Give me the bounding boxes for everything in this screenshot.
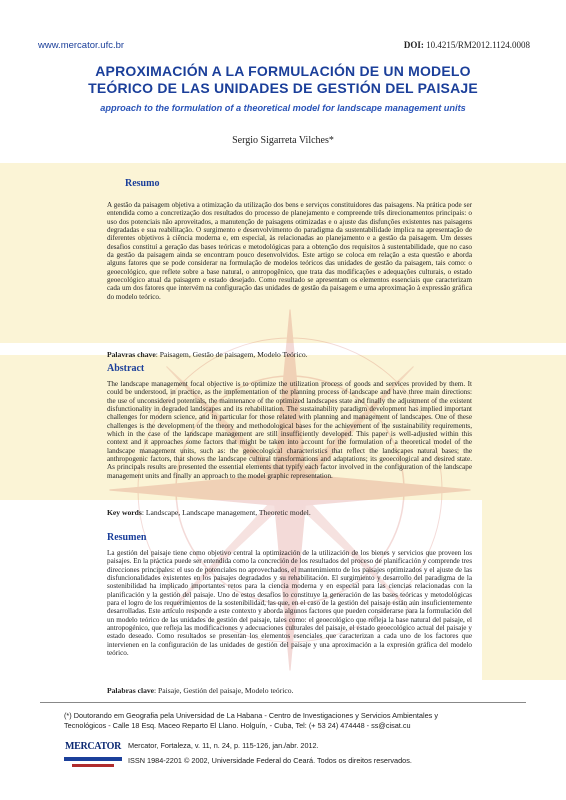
paper-title [40, 63, 526, 97]
footnote-line-1: (*) Doutorando em Geografia pela Universidad de La Habana - Centro de Investigaciones y Servicios Ambientales y [64, 711, 438, 720]
resumen-heading: Resumen [107, 532, 147, 543]
doi-label: DOI: [403, 40, 424, 50]
title-line-2: TEÓRICO DE LAS UNIDADES DE GESTIÓN DEL PAISAJE [88, 80, 478, 96]
title-line-1: APROXIMACIÓN A LA FORMULACIÓN DE UN MODELO [95, 63, 471, 79]
resumo-keywords-value: : Paisagem, Gestão de paisagem, Modelo Teórico. [155, 350, 308, 359]
resumo-heading: Resumo [125, 178, 160, 189]
journal-citation: Mercator, Fortaleza, v. 11, n. 24, p. 115-126, jan./abr. 2012. [128, 741, 319, 750]
doi [404, 40, 530, 50]
abstract-keywords [107, 508, 477, 517]
right-margin-band [482, 500, 566, 680]
issn-copyright: ISSN 1984-2201 © 2002, Universidade Federal do Ceará. Todos os direitos reservados. [128, 756, 412, 765]
resumen-keywords-value: : Paisaje, Gestión del paisaje, Modelo teórico. [154, 686, 294, 695]
resumen-keywords-label: Palabras clave [107, 686, 155, 695]
abstract-keywords-value: : Landscape, Landscape management, Theoretic model. [141, 508, 311, 517]
journal-url[interactable]: www.mercator.ufc.br [38, 40, 125, 51]
logo-text: MERCATOR [64, 741, 122, 752]
resumo-keywords-label: Palavras chave [107, 350, 156, 359]
paper-subtitle: approach to the formulation of a theoretical model for landscape management units [100, 103, 466, 113]
resumo-keywords [107, 350, 477, 359]
resumen-keywords [107, 686, 477, 695]
author-name: Sergio Sigarreta Vilches* [232, 135, 334, 146]
resumen-text: La gestión del paisaje tiene como objetivo central la optimización de la utilización de los bienes y servicios que proveen los paisajes. En la práctica puede ser entendida como la concreción de los resultados del proceso de planificación y comprende tres direcciones principales: el uso de potenciales no aprovechados, el mantenimiento de los paisajes optimizados y el ajuste de las disfuncionalidades existentes en los paisajes degradados y su rehabilitación. El surgimiento y desarrollo del paradigma de la sostenibilidad ha implicado importantes retos para la ciencia moderna y en especial para las ciencias relacionadas con la planificación y la gestión del paisaje. Uno de estos desafíos lo constituye la generación de las bases teóricas y metodológicas para el logro de los requerimientos de la sostenibilidad, las que, en el caso de la gestión del paisaje están aún insuficientemente desarrolladas. Este artículo responde a este contexto y aborda algunos factores que pueden considerarse para la formulación del un modelo teórico de las unidades de gestión del paisaje, tales como: el geoecológico que refleja la base natural del paisaje, el antropogénico, que refleja las modificaciones y adecuaciones culturales del paisaje, el estado geoecológico actual del paisaje y estado deseado. Como resultados se presentan los elementos esenciales que caracterizan a cada uno de los factores que intervienen en la configuración de las unidades de gestión del paisaje y una aproximación a la expresión gráfica del modelo teórico. [107, 549, 472, 658]
abstract-keywords-label: Key words [107, 508, 142, 517]
mercator-logo [64, 741, 122, 781]
resumo-text: A gestão da paisagem objetiva a otimização da utilização dos bens e serviços constituidores das paisagens. Na prática pode ser entendida como a concretização dos resultados do processo de planejamento e compreende três direcionamentos principais: o uso dos potenciais não aproveitados, a manutenção de paisagens otimizadas e o ajuste das disfunções existentes nas paisagens degradadas e sua reabilitação. O surgimento e desenvolvimento do paradigma da sustentabilidade implica na apresentação de diferentes objetivos à ciência moderna e, em especial, às relacionadas ao planejamento e a gestão da paisagem. Um desses desafios constituí a geração das bases teóricas e metodológicas para a obtenção dos requisitos à sustentabilidade, que no caso da gestão da paisagem ainda se encontram pouco desenvolvidos. Este artigo se coloca em relação a esta questão e aborda alguns fatores que se pode considerar na formulação de modelos teóricos das unidades de gestão da paisagem, tais como: o geoecológico, que reflete sobre a base natural, o antropogênico, que trata das modificações e adequações culturais, o estado geoecológico atual da paisagem e estado desejado. Como resultado se apresentam os elementos essenciais que caracterizam cada um dos fatores que intervém na configuração das unidades de gestão da paisagem e uma aproximação à expressão gráfica do modelo teórico. [107, 201, 472, 301]
abstract-heading: Abstract [107, 363, 145, 374]
abstract-text: The landscape management focal objective is to optimize the utilization process of goods and services provided by them. It could be understood, in practice, as the implementation of the planning process of landscape and have three main directions: the use of unconsidered potentials, the maintenance of the optimized landscapes state and finally the adjustment of the existent disfunctionality in degraded landscapes and its rehabilitation. The sustainability paradigm development has implied important challenges for modern science, and in particular for those related with planning and management of landscapes. One of these challenges is the development of the theory and methodological bases for the achievement of the sustainability requirements, which in the case of the landscape management are still insufficiently developed. This paper is well-adjusted within this context and it approaches some factors that might be taken into account for the formulation of a theoretical model of the landscape management units, such as: the geoecological characteristics that reflect the landscapes natural bases; the anthropogenic factors, that shows the landscape cultural transformations and adaptations; its geoecological and desired state. As principals results are presented the essential elements that typify each factor involved in the configuration of the landscape management units and finally an approach to the model graphic representation. [107, 380, 472, 480]
author-footnote [64, 711, 504, 731]
logo-bar-blue [64, 757, 122, 761]
doi-value: 10.4215/RM2012.1124.0008 [426, 40, 530, 50]
footnote-divider [40, 702, 526, 703]
logo-bar-red [72, 764, 114, 767]
footnote-line-2: Tecnológicos - Calle 18 Esq. Maceo Reparto El Llano. Holguín, - Cuba, Tel: (+ 53 24) 474448 - ss@cisat.cu [64, 721, 411, 730]
